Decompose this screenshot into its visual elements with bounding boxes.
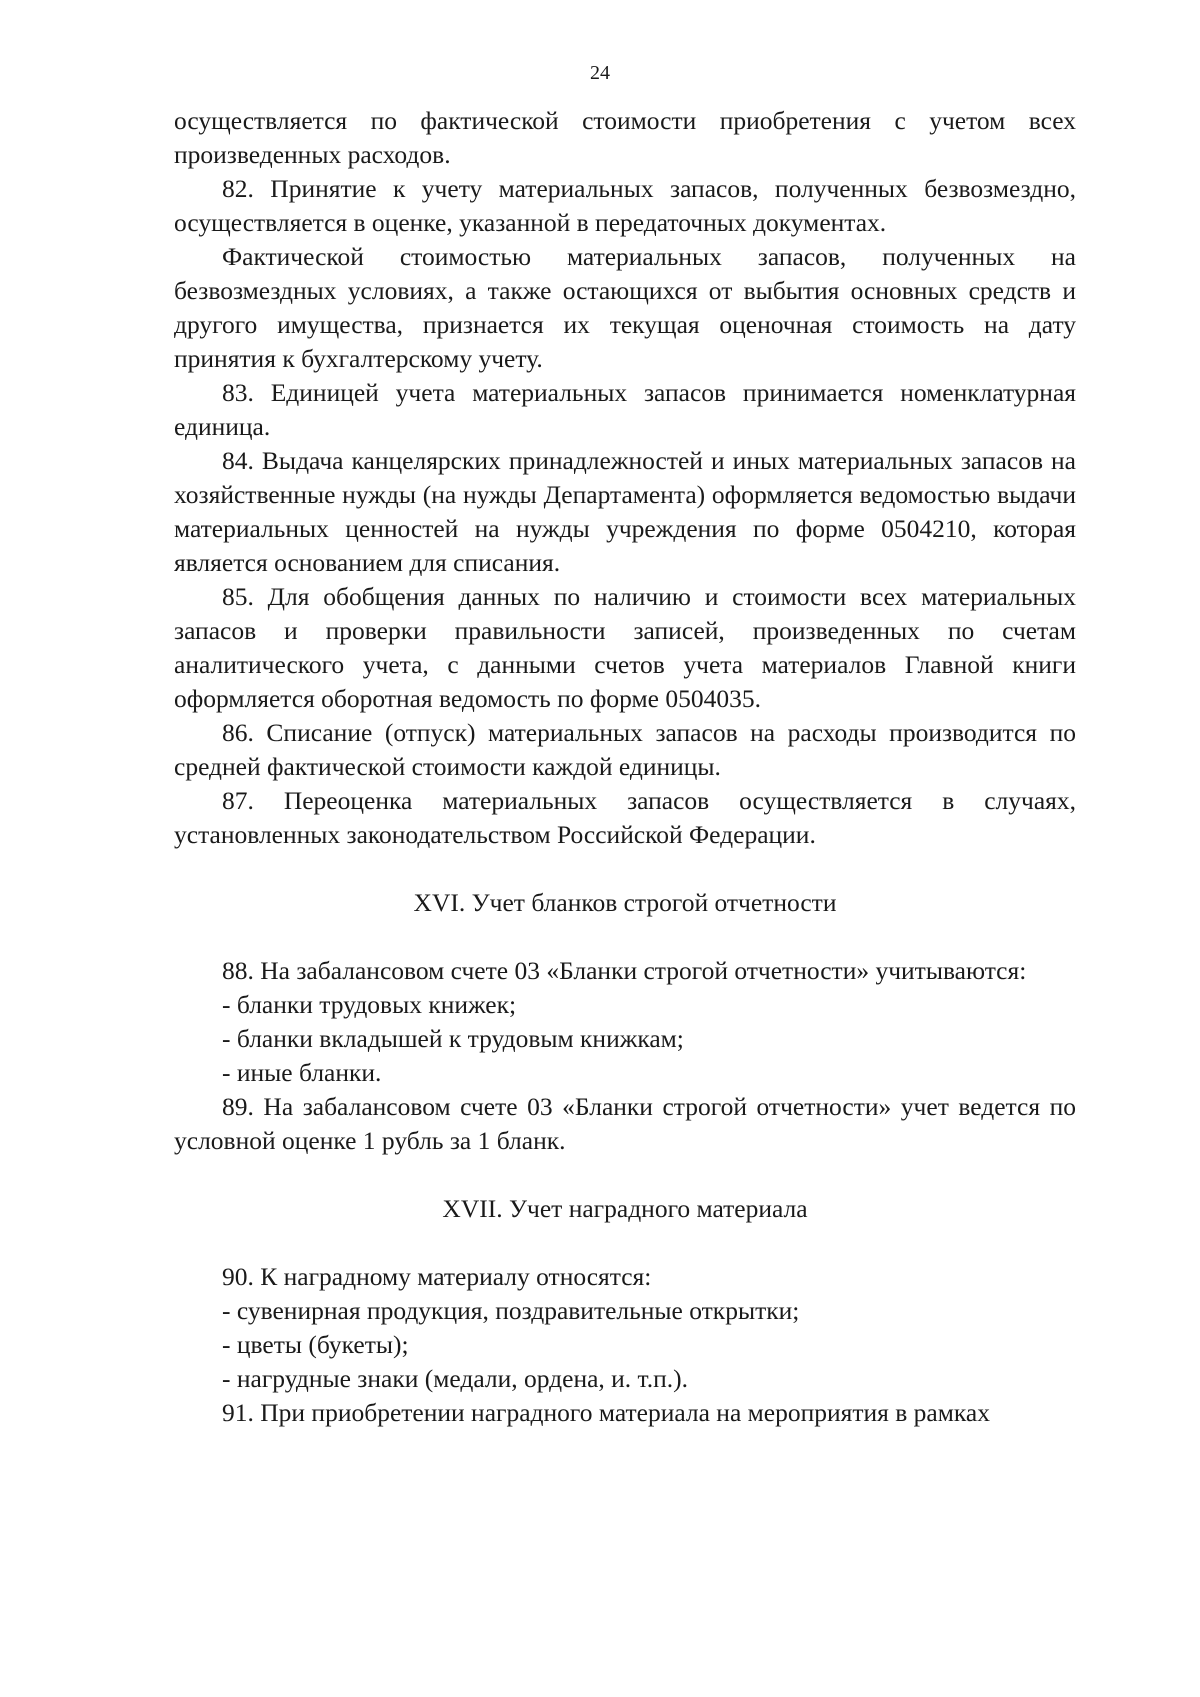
list-item: - нагрудные знаки (медали, ордена, и. т.п.). <box>222 1364 689 1393</box>
list-item: - сувенирная продукция, поздравительные открытки; <box>222 1296 800 1325</box>
page-number: 24 <box>590 62 610 84</box>
list-item: - бланки трудовых книжек; <box>222 990 517 1019</box>
paragraph-82-continued: Фактической стоимостью материальных запасов, полученных на безвозмездных условиях, а также остающихся от выбытия основных средств и другого имущества, признается их текущая оценочная стоимость на дату принятия к бухгалтерскому учету. <box>174 242 1076 373</box>
paragraph-88: 88. На забалансовом счете 03 «Бланки строгой отчетности» учитываются: <box>222 956 1027 985</box>
list-item: - иные бланки. <box>222 1058 382 1087</box>
list-item: - цветы (букеты); <box>222 1330 409 1359</box>
list-item: - бланки вкладышей к трудовым книжкам; <box>222 1024 684 1053</box>
paragraph-90: 90. К наградному материалу относятся: <box>222 1262 652 1291</box>
paragraph-84: 84. Выдача канцелярских принадлежностей и иных материальных запасов на хозяйственные нужды (на нужды Департамента) оформляется ведомостью выдачи материальных ценностей на нужды учреждения по форме 0504210, которая является основанием для списания. <box>174 446 1076 577</box>
paragraph-continuation: осуществляется по фактической стоимости приобретения с учетом всех произведенных расходов. <box>174 106 1076 169</box>
paragraph-89: 89. На забалансовом счете 03 «Бланки строгой отчетности» учет ведется по условной оценке 1 рубль за 1 бланк. <box>174 1092 1076 1155</box>
paragraph-85: 85. Для обобщения данных по наличию и стоимости всех материальных запасов и проверки правильности записей, произведенных по счетам аналитического учета, с данными счетов учета материалов Главной книги оформляется оборотная ведомость по форме 0504035. <box>174 582 1076 713</box>
section-heading-17: XVII. Учет наградного материала <box>442 1194 808 1223</box>
paragraph-87: 87. Переоценка материальных запасов осуществляется в случаях, установленных законодательством Российской Федерации. <box>174 786 1076 849</box>
paragraph-86: 86. Списание (отпуск) материальных запасов на расходы производится по средней фактической стоимости каждой единицы. <box>174 718 1076 781</box>
section-heading-16: XVI. Учет бланков строгой отчетности <box>413 888 837 917</box>
paragraph-91: 91. При приобретении наградного материала на мероприятия в рамках <box>222 1398 990 1427</box>
document-body <box>174 104 1076 1430</box>
paragraph-83: 83. Единицей учета материальных запасов принимается номенклатурная единица. <box>174 378 1076 441</box>
paragraph-82: 82. Принятие к учету материальных запасов, полученных безвозмездно, осуществляется в оценке, указанной в передаточных документах. <box>174 174 1076 237</box>
